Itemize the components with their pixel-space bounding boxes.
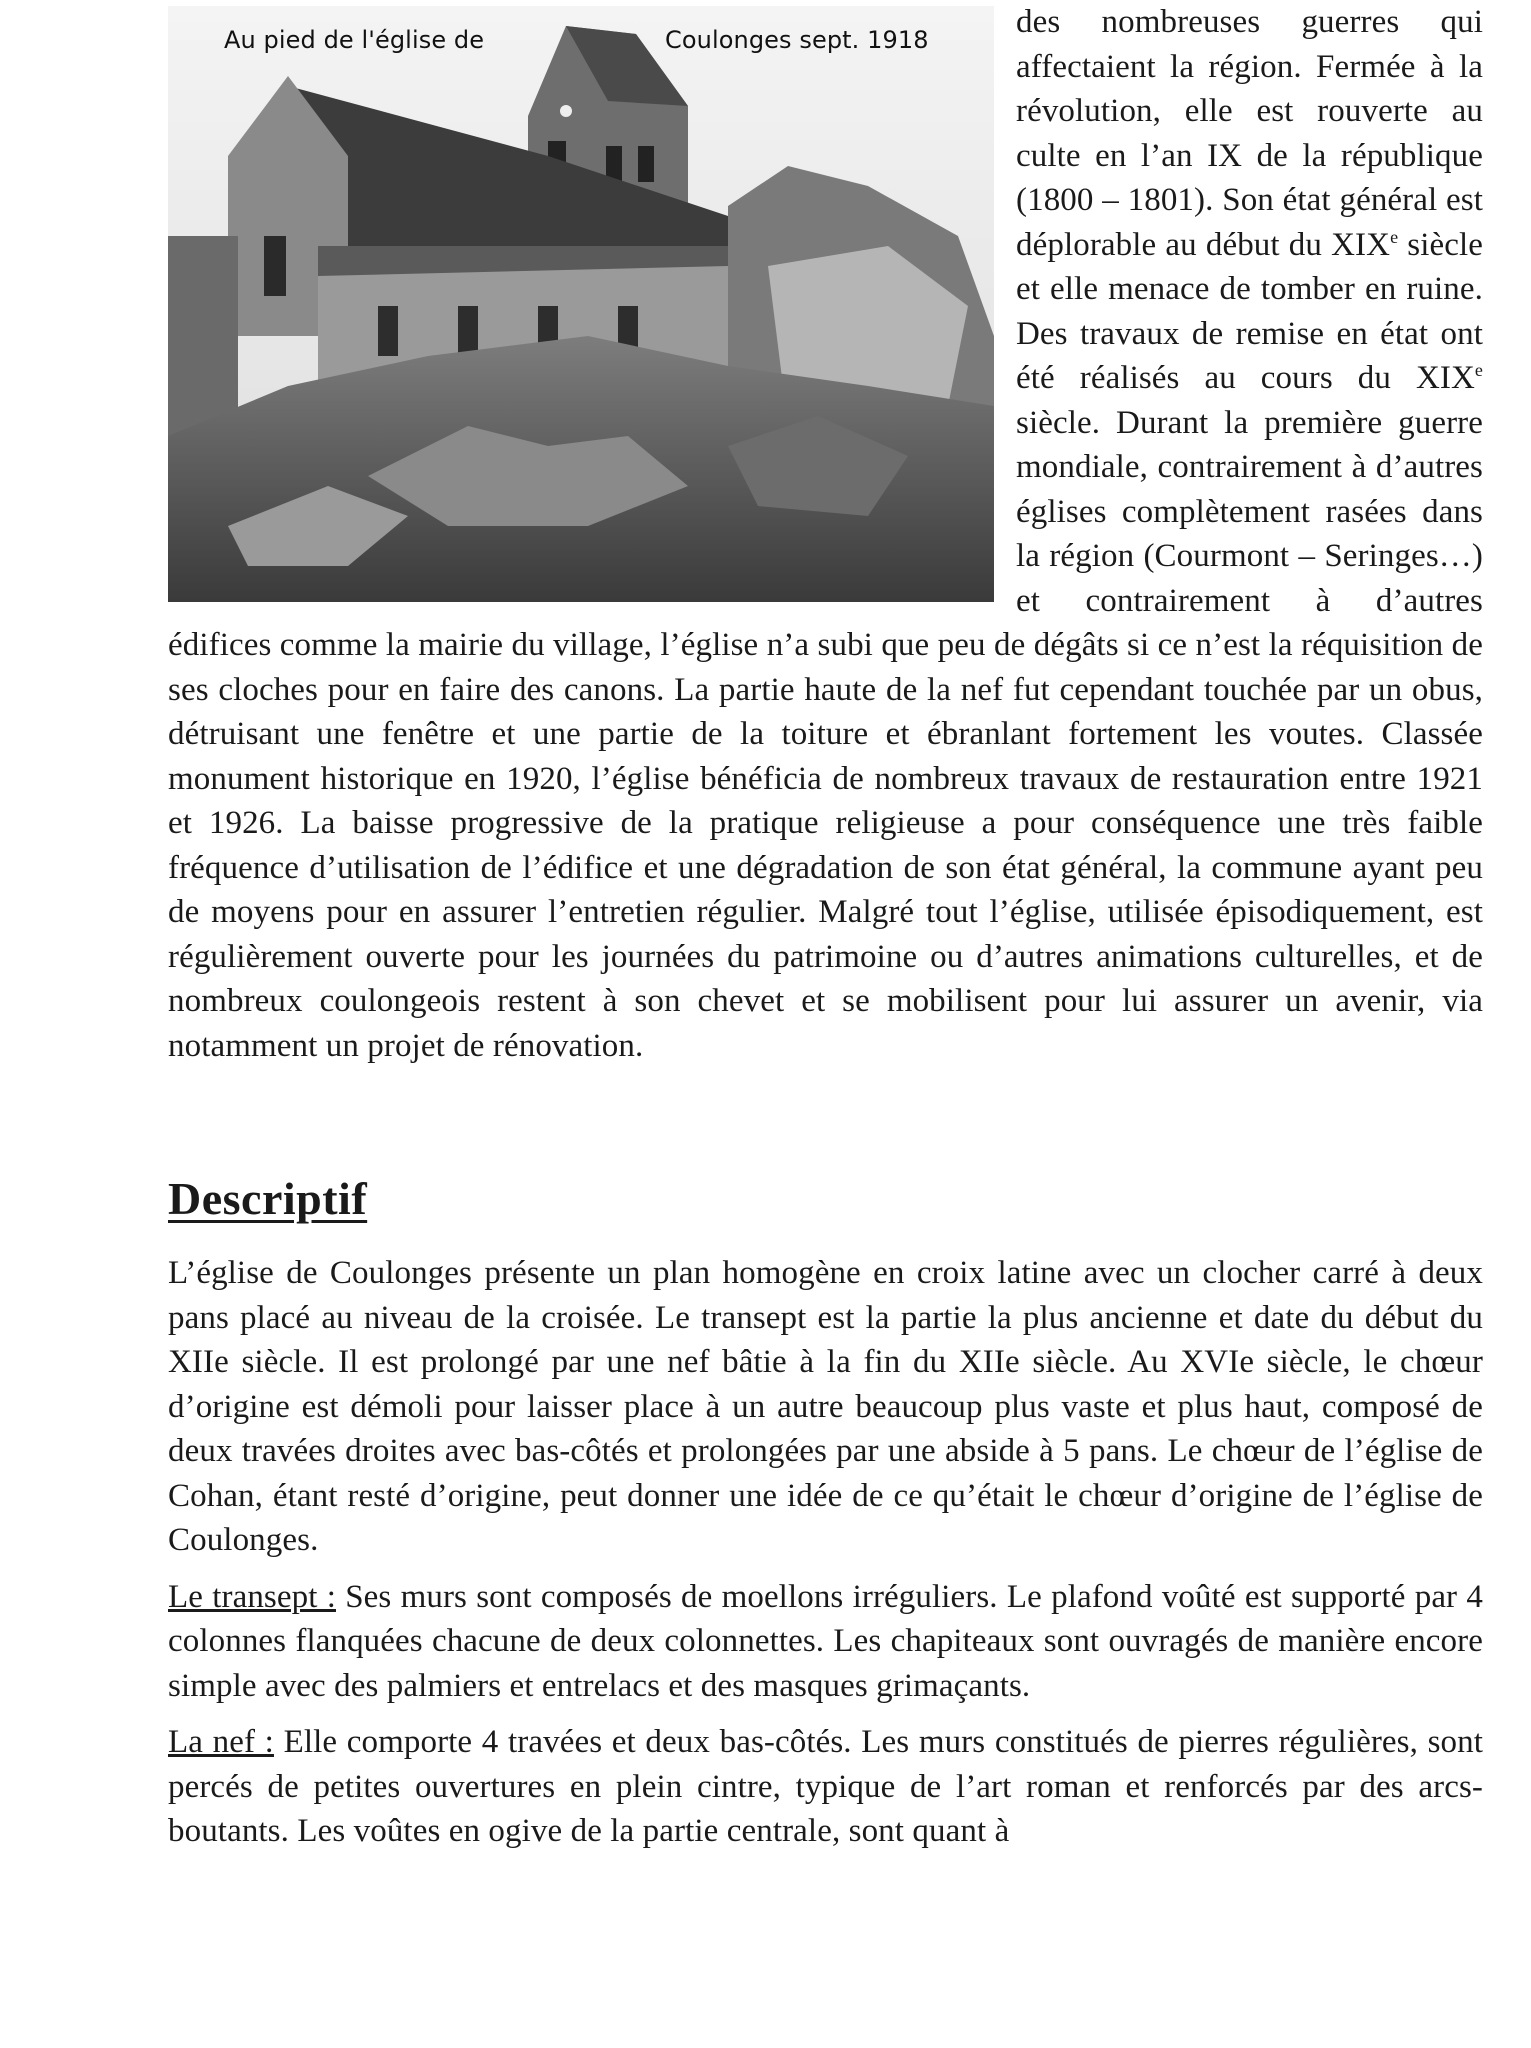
intro-text-part3: siècle. Durant la première guerre mondiale, contrairement à d’autres églises complètement rasées dans la région (Courmont – Seringes…) et contrairement à d’autres édifices comme la mairie du village, l’église n’a subi que peu de dégâts si ce n’est la réquisition de ses cloches pour en faire des canons. La partie haute de la nef fut cependant touchée par un obus, détruisant une fenêtre et une partie de la toiture et ébranlant fortement les voutes. Classée monument historique en 1920, l’église bénéficia de nombreux travaux de restauration entre 1921 et 1926. La baisse progressive de la pratique religieuse a pour conséquence une très faible fréquence d’utilisation de l’édifice et une dégradation de son état général, la commune ayant peu de moyens pour en assurer l’entretien régulier. Malgré tout l’église, utilisée épisodiquement, est régulièrement ouverte pour les journées du patrimoine ou d’autres animations culturelles, et de nombreux coulongeois restent à son chevet et se mobilisent pour lui assurer un avenir, via notamment un projet de rénovation. — [168, 404, 1483, 1064]
church-ruins-photo — [168, 6, 994, 602]
descriptif-paragraph: L’église de Coulonges présente un plan homogène en croix latine avec un clocher carré à deux pans placé au niveau de la croisée. Le transept est la partie la plus ancienne et date du début du XIIe siècle. Il est prolongé par une nef bâtie à la fin du XIIe siècle. Au XVIe siècle, le chœur d’origine est démoli pour laisser place à un autre beaucoup plus vaste et plus haut, composé de deux travées droites avec bas-côtés et prolongées par une abside à 5 pans. Le chœur de l’église de Cohan, étant resté d’origine, peut donner une idée de ce qu’était le chœur d’origine de l’église de Coulonges. — [168, 1255, 1483, 1558]
church-photo-illustration — [168, 6, 994, 602]
nef-label: La nef : — [168, 1724, 274, 1760]
transept-label: Le transept : — [168, 1578, 336, 1615]
section-heading-descriptif: Descriptif — [168, 1173, 368, 1224]
transept-text: Ses murs sont composés de moellons irréguliers. Le plafond voûté est supporté par 4 colonnes flanquées chacune de deux colonnettes. Les chapiteaux sont ouvragés de manière encore simple avec des palmiers et entrelacs et des masques grimaçants. — [168, 1578, 1483, 1704]
intro-text-part1: des nombreuses guerres qui affectaient la région. Fermée à la révolution, elle est rouverte au culte en l’an IX de la république (1800 – 1801). Son état général est déplorable au début du XIX — [1016, 4, 1483, 263]
transept-paragraph — [168, 1575, 1483, 1709]
superscript-e: e — [1390, 226, 1399, 247]
nef-text: Elle comporte 4 travées et deux bas-côtés. Les murs constitués de pierres régulières, sont percés de petites ouvertures en plein cintre, typique de l’art roman et renforcés par des arcs-boutants. Les voûtes en ogive de la partie centrale, sont quant à — [168, 1724, 1484, 1849]
intro-text-part2: siècle et elle menace de tomber en ruine. Des travaux de remise en état ont été réalisés au cours du XIX — [1016, 226, 1483, 396]
nef-paragraph — [168, 1720, 1483, 1854]
intro-paragraph — [168, 0, 1483, 1068]
photo-caption-right: Coulonges sept. 1918 — [665, 26, 929, 54]
photo-caption-left: Au pied de l'église de — [224, 26, 485, 54]
superscript-e: e — [1474, 360, 1483, 380]
